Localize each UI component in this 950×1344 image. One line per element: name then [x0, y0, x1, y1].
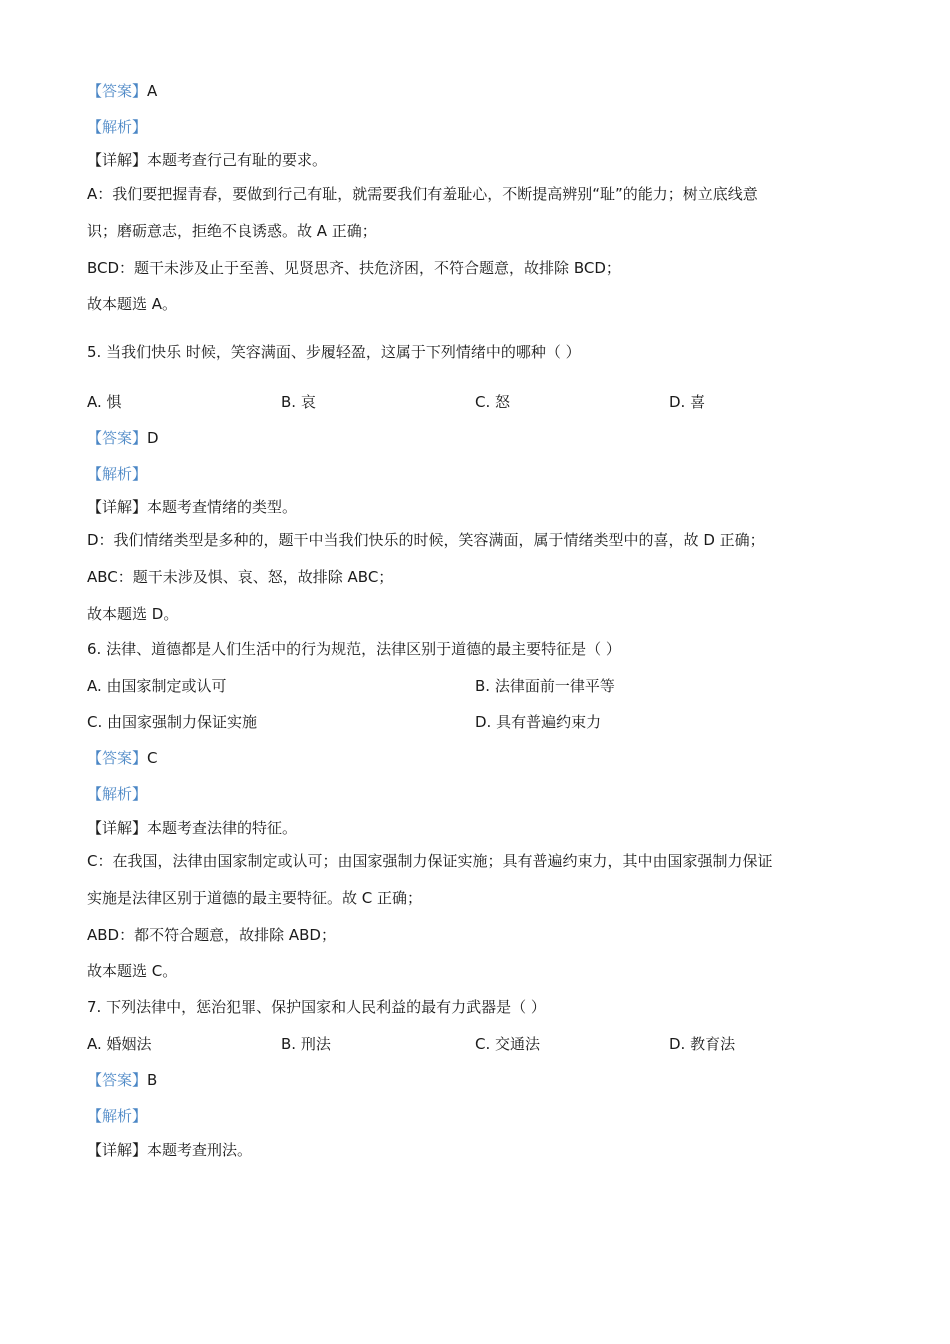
conclusion-line: 故本题选 C。 — [87, 962, 178, 980]
option-b: B. 法律面前一律平等 — [475, 677, 615, 695]
answer-line — [87, 428, 159, 448]
question-stem: 5. 当我们快乐 时候，笑容满面、步履轻盈，这属于下列情绪中的哪种（ ） — [87, 343, 581, 361]
detail-label: 【详解】 — [87, 1141, 148, 1159]
conclusion-line: 故本题选 A。 — [87, 295, 178, 313]
detail-line — [87, 497, 297, 517]
option-d: D. 教育法 — [669, 1035, 736, 1053]
explanation-line: ABC：题干未涉及惧、哀、怒，故排除 ABC； — [87, 568, 394, 586]
answer-label: 【答案】 — [87, 429, 148, 447]
explanation-line: ABD：都不符合题意，故排除 ABD； — [87, 926, 336, 944]
option-a: A. 婚姻法 — [87, 1035, 152, 1053]
detail-text: 本题考查刑法。 — [147, 1141, 253, 1159]
detail-text: 本题考查法律的特征。 — [147, 819, 298, 837]
option-b: B. 哀 — [281, 393, 316, 411]
answer-value: C — [147, 749, 158, 767]
option-d: D. 具有普遍约束力 — [475, 713, 602, 731]
explanation-line: BCD：题干未涉及止于至善、见贤思齐、扶危济困，不符合题意，故排除 BCD； — [87, 259, 621, 277]
detail-label: 【详解】 — [87, 151, 148, 169]
explanation-line: C：在我国，法律由国家制定或认可；由国家强制力保证实施；具有普遍约束力，其中由国家强制力保证 — [87, 852, 773, 870]
option-d: D. 喜 — [669, 393, 706, 411]
conclusion-line: 故本题选 D。 — [87, 605, 179, 623]
detail-text: 本题考查情绪的类型。 — [147, 498, 298, 516]
detail-line — [87, 818, 297, 838]
option-c: C. 由国家强制力保证实施 — [87, 713, 258, 731]
explanation-line: D：我们情绪类型是多种的，题干中当我们快乐的时候，笑容满面，属于情绪类型中的喜，故 D 正确； — [87, 531, 765, 549]
option-b: B. 刑法 — [281, 1035, 331, 1053]
answer-label: 【答案】 — [87, 749, 148, 767]
answer-value: D — [147, 429, 159, 447]
analysis-label: 【解析】 — [87, 1107, 148, 1125]
question-stem: 6. 法律、道德都是人们生活中的行为规范，法律区别于道德的最主要特征是（ ） — [87, 640, 621, 658]
option-a: A. 惧 — [87, 393, 122, 411]
explanation-line: 实施是法律区别于道德的最主要特征。故 C 正确； — [87, 889, 423, 907]
explanation-line: 识；磨砺意志，拒绝不良诱惑。故 A 正确； — [87, 222, 377, 240]
option-c: C. 交通法 — [475, 1035, 541, 1053]
answer-value: B — [147, 1071, 158, 1089]
analysis-label: 【解析】 — [87, 465, 148, 483]
analysis-label: 【解析】 — [87, 785, 148, 803]
answer-line — [87, 748, 158, 768]
explanation-line: A：我们要把握青春，要做到行己有耻，就需要我们有羞耻心，不断提高辨别“耻”的能力；树立底线意 — [87, 185, 758, 203]
analysis-label: 【解析】 — [87, 118, 148, 136]
detail-text: 本题考查行己有耻的要求。 — [147, 151, 328, 169]
detail-line — [87, 1140, 252, 1160]
answer-label: 【答案】 — [87, 1071, 148, 1089]
answer-line — [87, 1070, 157, 1090]
detail-line — [87, 150, 327, 170]
answer-label: 【答案】 — [87, 82, 148, 100]
question-stem: 7. 下列法律中，惩治犯罪、保护国家和人民利益的最有力武器是（ ） — [87, 998, 546, 1016]
option-a: A. 由国家制定或认可 — [87, 677, 227, 695]
detail-label: 【详解】 — [87, 498, 148, 516]
option-c: C. 怒 — [475, 393, 511, 411]
answer-line — [87, 81, 157, 101]
detail-label: 【详解】 — [87, 819, 148, 837]
answer-value: A — [147, 82, 158, 100]
